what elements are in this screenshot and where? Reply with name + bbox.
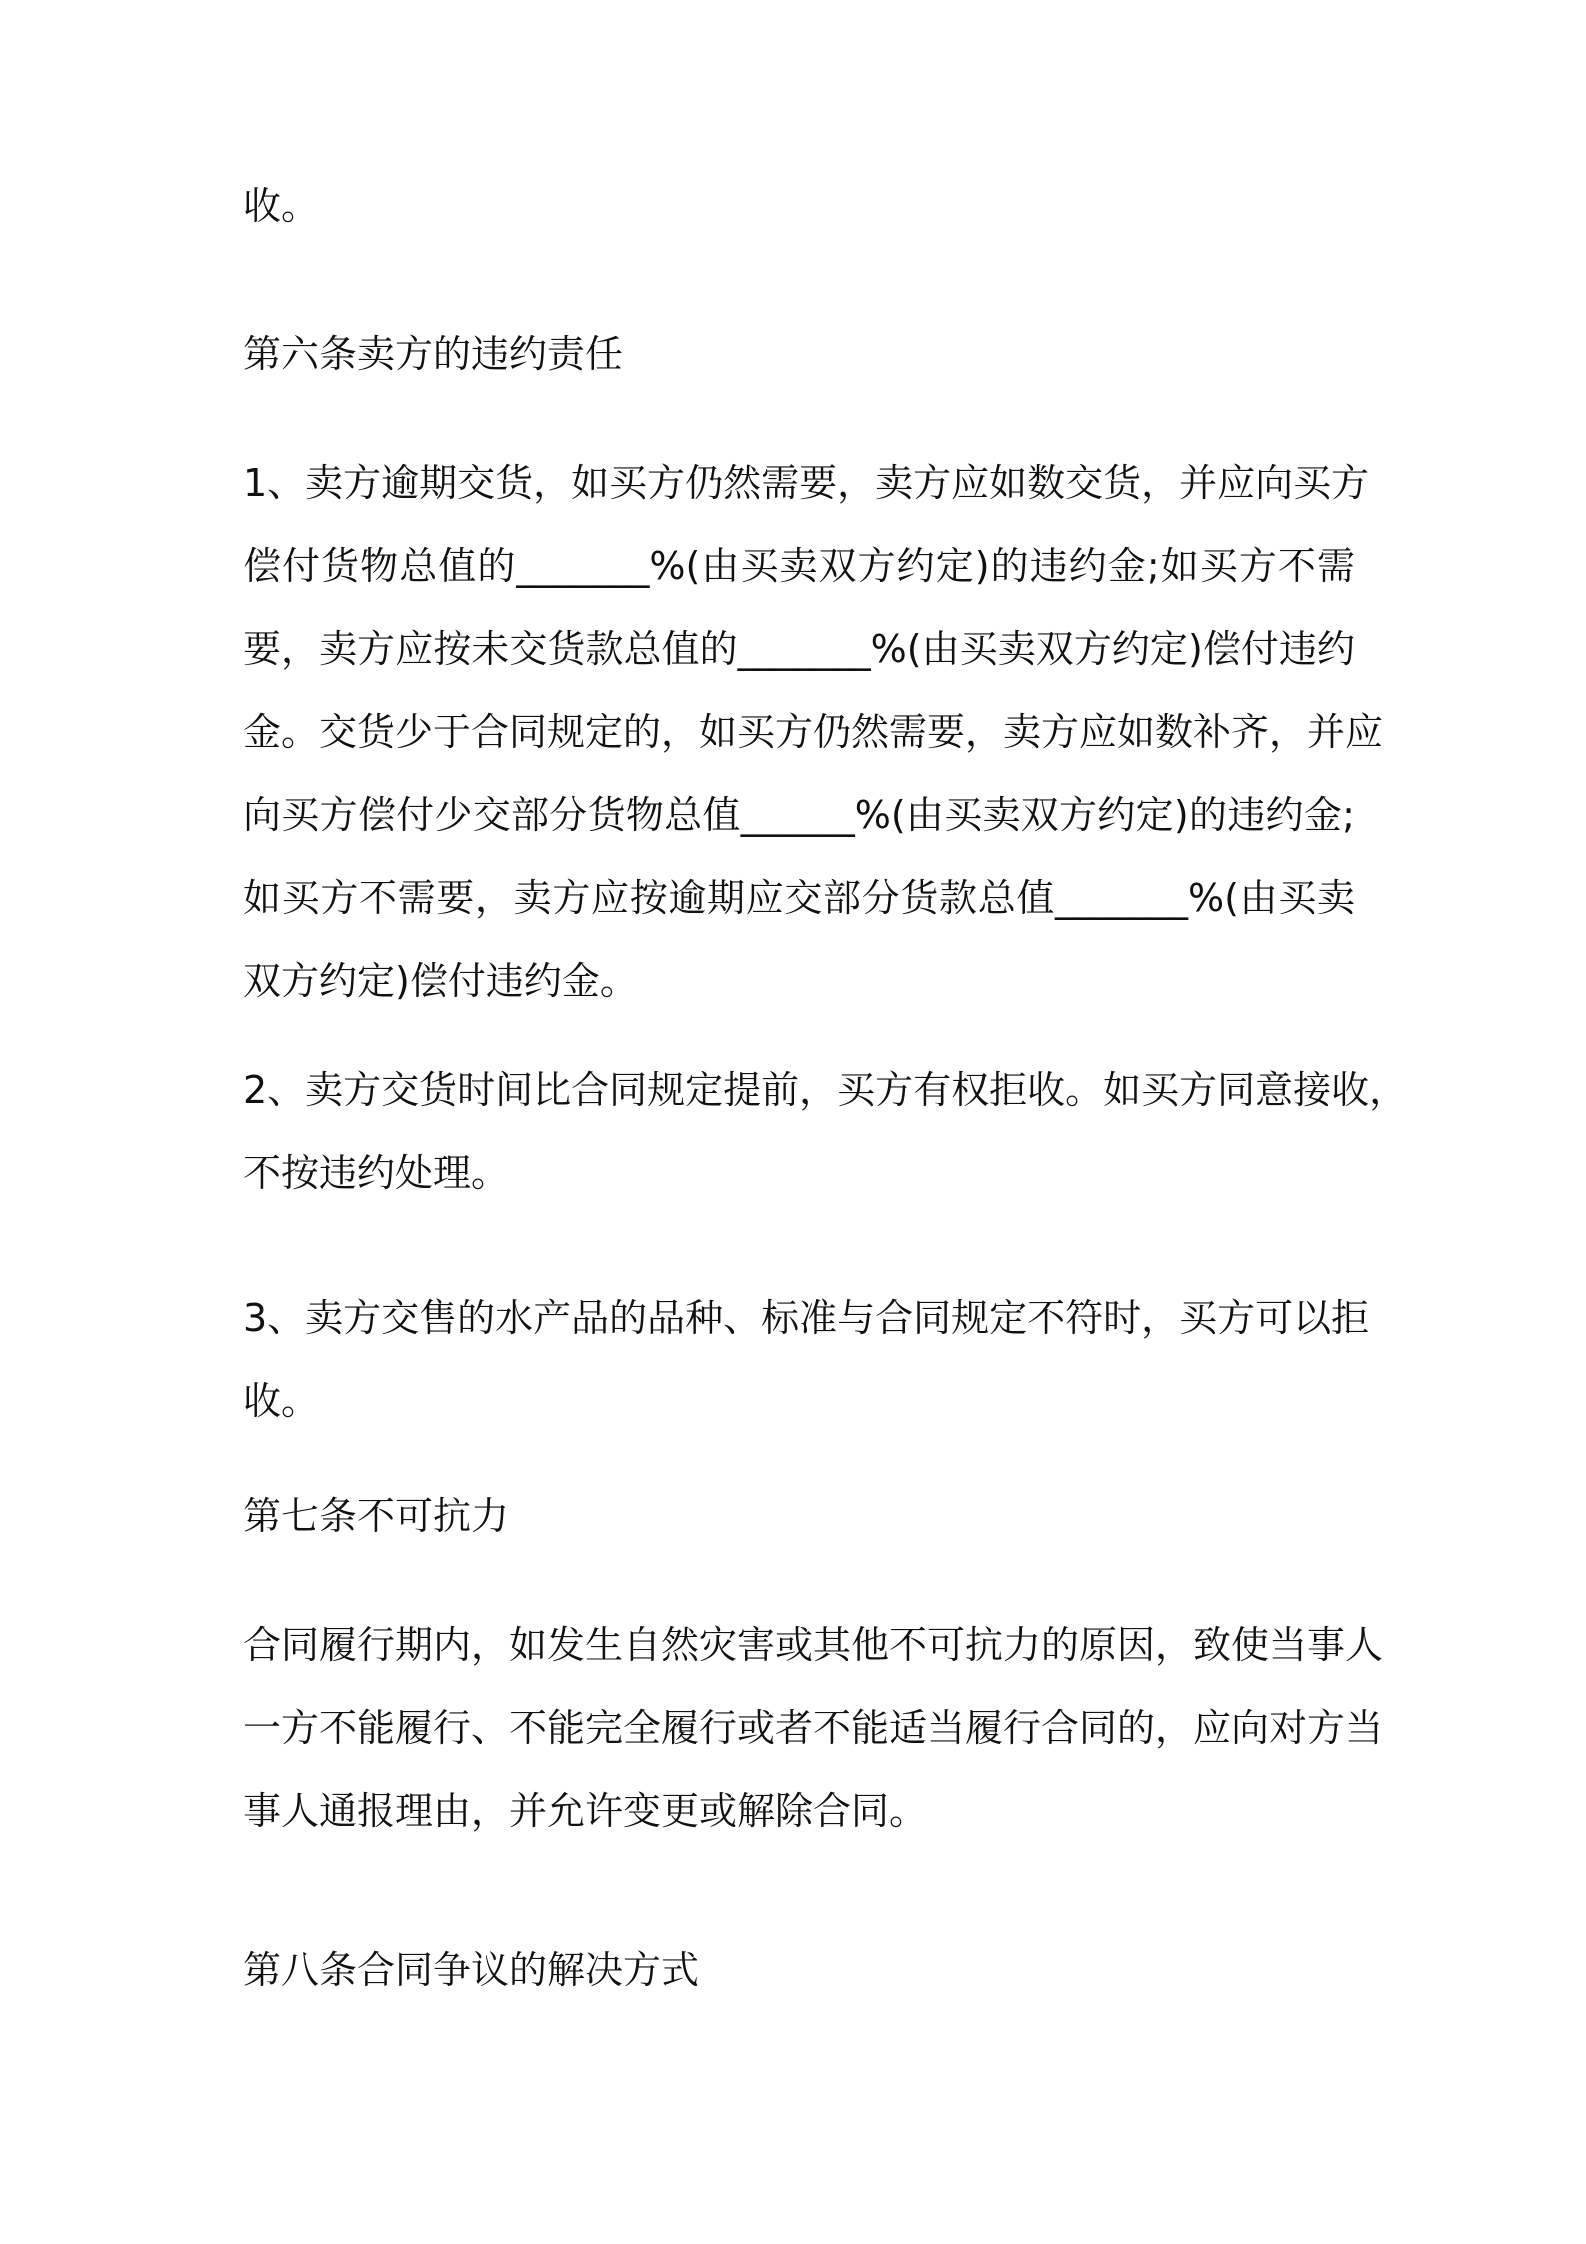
article8-title: 第八条合同争议的解决方式 <box>243 1948 700 1992</box>
paragraph-line: 双方约定)偿付违约金。 <box>243 959 638 1003</box>
article7-body-paragraph <box>243 1623 1384 1833</box>
paragraph-line: 如买方不需要，卖方应按逾期应交部分货款总值_______%(由买卖 <box>243 876 1355 920</box>
article6-heading-block <box>243 334 623 375</box>
paragraph-line: 收。 <box>243 1379 320 1423</box>
paragraph-line: 1、卖方逾期交货，如买方仍然需要，卖方应如数交货，并应向买方 <box>243 461 1370 505</box>
intro-tail-block <box>243 186 319 227</box>
paragraph-line: 金。交货少于合同规定的，如买方仍然需要，卖方应如数补齐，并应 <box>243 710 1384 754</box>
article7-title: 第七条不可抗力 <box>243 1494 510 1538</box>
intro-tail-text: 收。 <box>243 184 320 228</box>
paragraph-line: 事人通报理由，并允许变更或解除合同。 <box>243 1789 928 1833</box>
article6-item2-paragraph <box>243 1068 1408 1195</box>
paragraph-line: 3、卖方交售的水产品的品种、标准与合同规定不符时，买方可以拒 <box>243 1296 1370 1340</box>
paragraph-line: 向买方偿付少交部分货物总值______%(由买卖双方约定)的违约金; <box>243 793 1355 837</box>
paragraph-line: 要，卖方应按未交货款总值的_______%(由买卖双方约定)偿付违约 <box>243 627 1355 671</box>
article6-title: 第六条卖方的违约责任 <box>243 332 624 376</box>
paragraph-line: 合同履行期内，如发生自然灾害或其他不可抗力的原因，致使当事人 <box>243 1623 1384 1667</box>
article8-heading-block <box>243 1950 699 1991</box>
article7-heading-block <box>243 1496 509 1537</box>
paragraph-line: 不按违约处理。 <box>243 1151 510 1195</box>
paragraph-line: 偿付货物总值的_______%(由买卖双方约定)的违约金;如买方不需 <box>243 544 1355 588</box>
article6-item1-paragraph <box>243 461 1384 1003</box>
paragraph-line: 一方不能履行、不能完全履行或者不能适当履行合同的，应向对方当 <box>243 1706 1384 1750</box>
paragraph-line: 2、卖方交货时间比合同规定提前，买方有权拒收。如买方同意接收， <box>243 1068 1408 1112</box>
article6-item3-paragraph <box>243 1296 1370 1423</box>
